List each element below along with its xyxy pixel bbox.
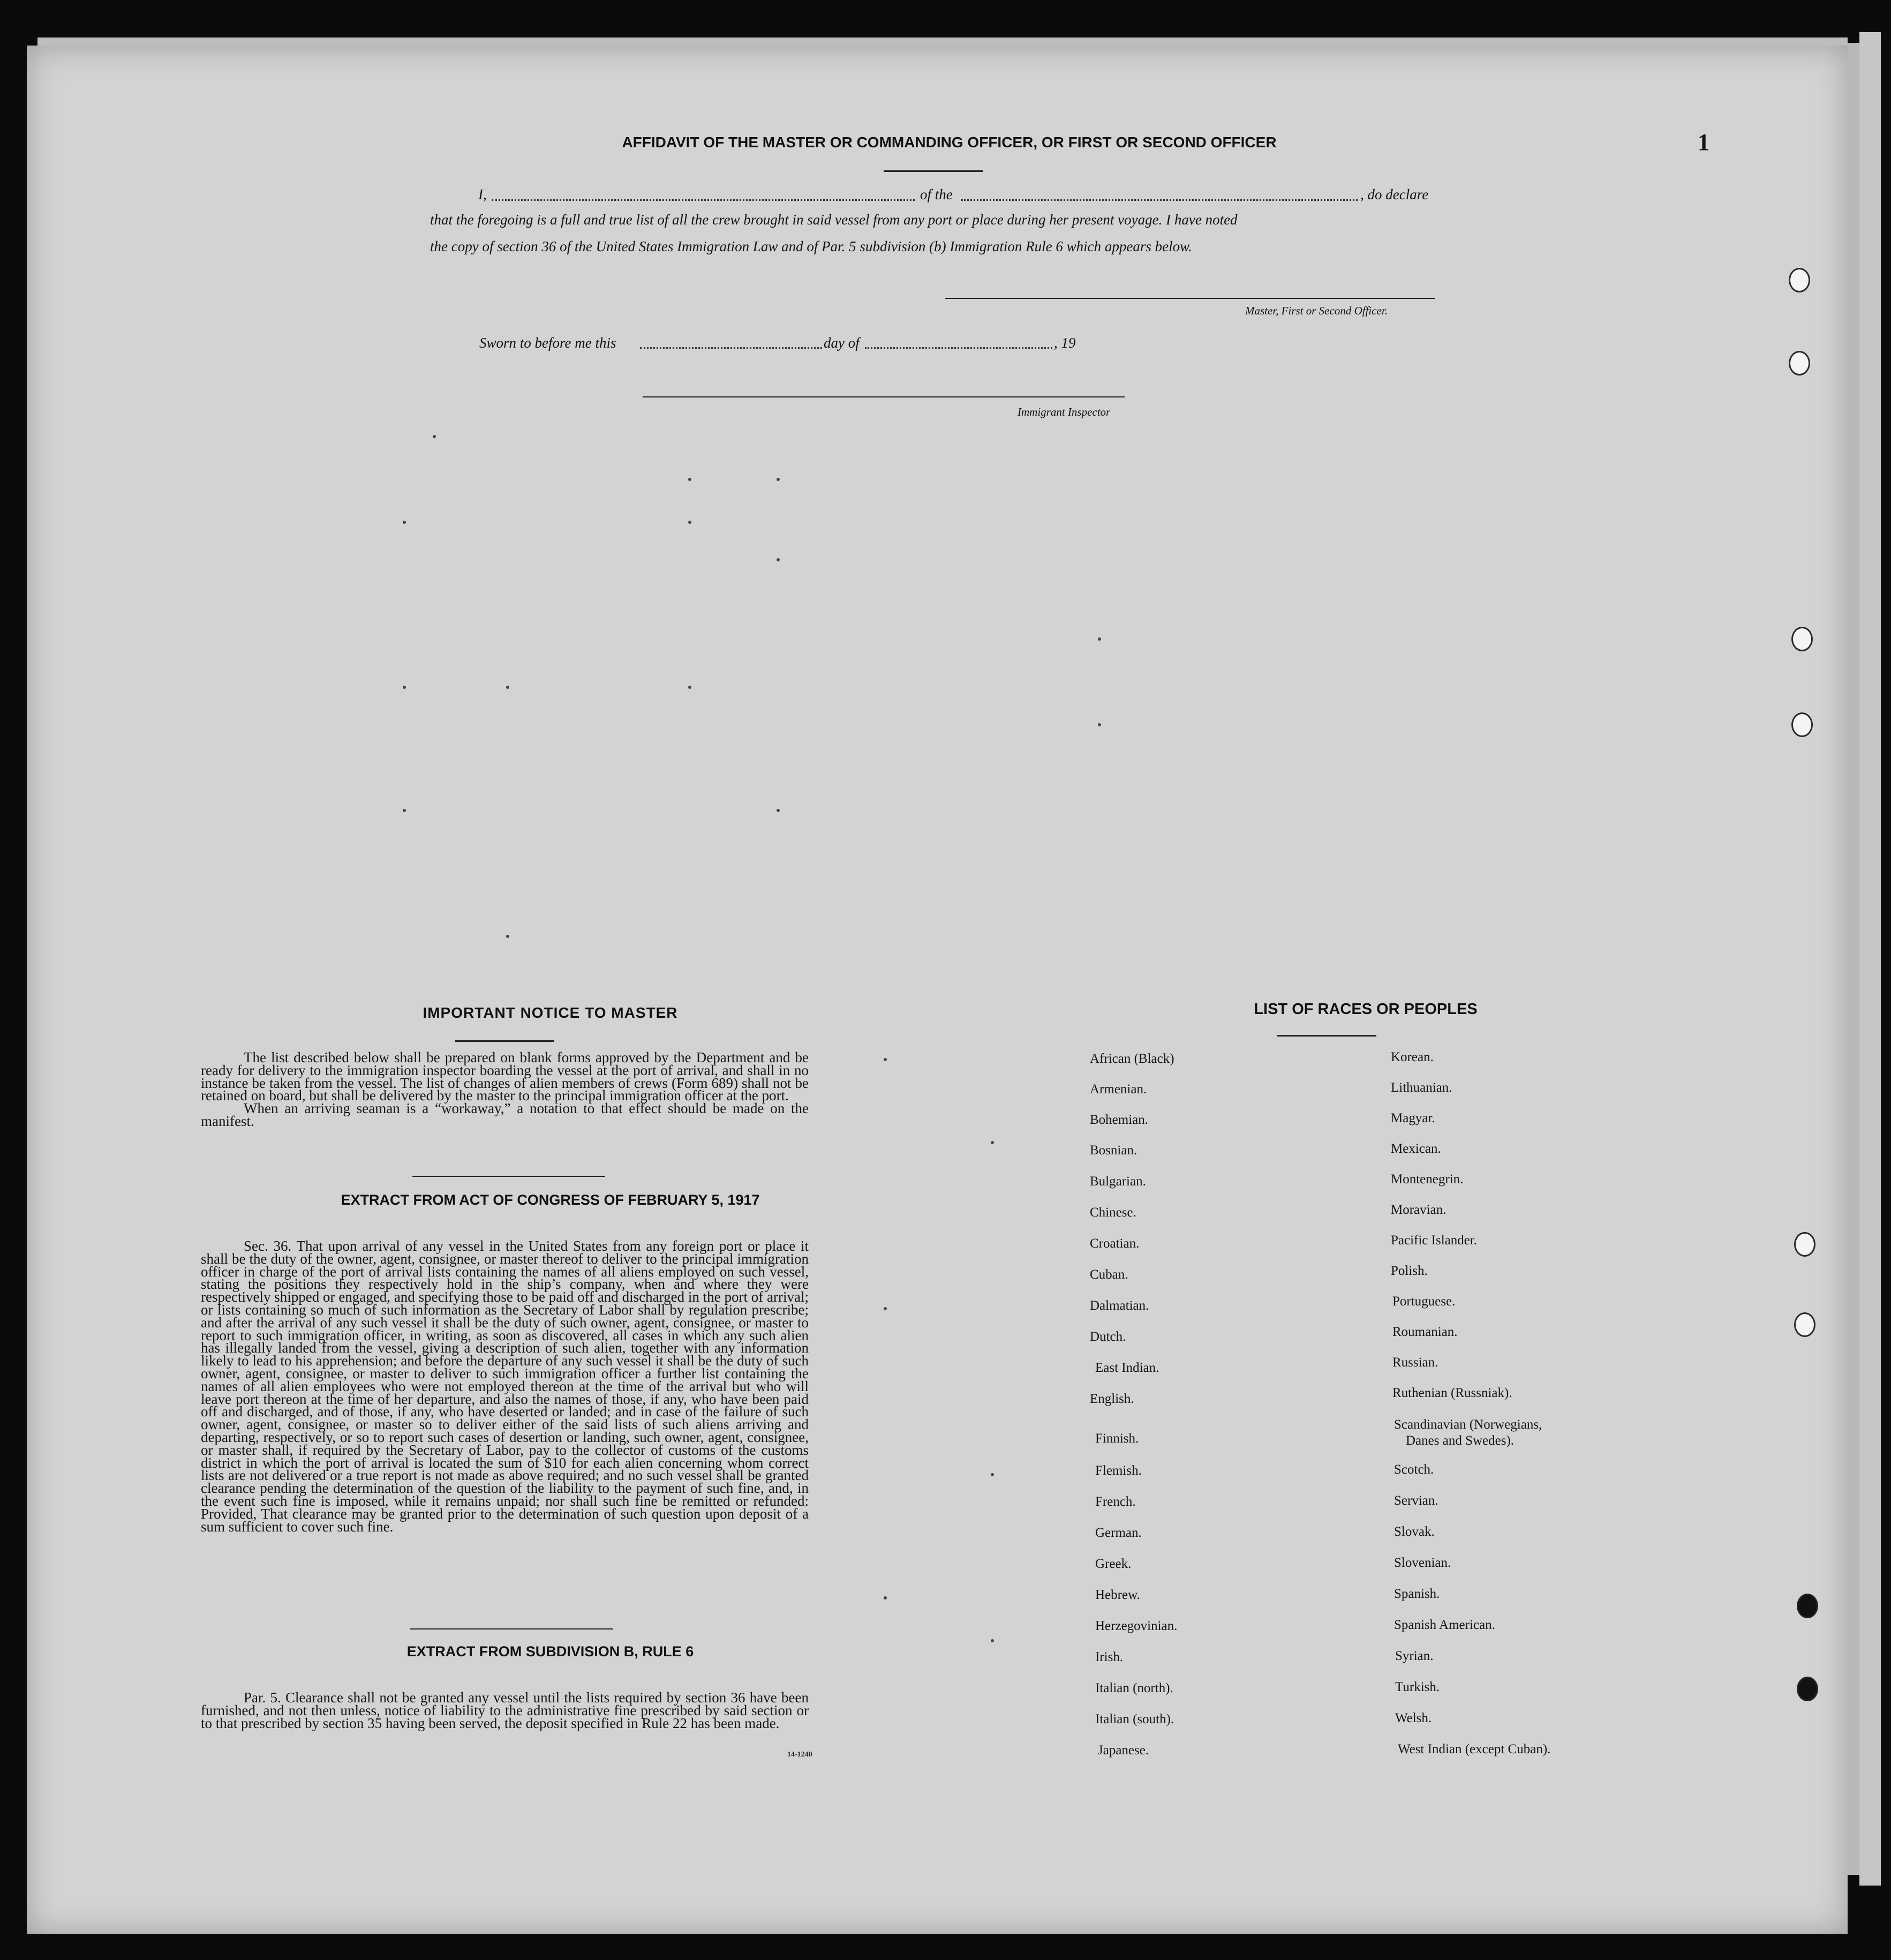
race-item: Montenegrin. bbox=[1391, 1172, 1464, 1186]
race-item: Bulgarian. bbox=[1090, 1174, 1146, 1189]
binder-hole bbox=[1789, 268, 1810, 292]
affidavit-title: AFFIDAVIT OF THE MASTER OR COMMANDING OFFICER, OR FIRST OR SECOND OFFICER bbox=[622, 134, 1277, 151]
extract-act-title: EXTRACT FROM ACT OF CONGRESS OF FEBRUARY 5, 1917 bbox=[341, 1192, 760, 1208]
inspector-label: Immigrant Inspector bbox=[1018, 405, 1111, 418]
race-item: Danes and Swedes). bbox=[1406, 1433, 1515, 1448]
race-item: Dutch. bbox=[1090, 1330, 1126, 1344]
race-item: Servian. bbox=[1394, 1493, 1438, 1508]
binder-hole bbox=[1794, 1312, 1815, 1337]
race-item: African (Black) bbox=[1090, 1052, 1174, 1066]
race-item: Greek. bbox=[1095, 1557, 1132, 1571]
race-item: Roumanian. bbox=[1392, 1325, 1458, 1339]
binder-hole bbox=[1789, 351, 1810, 376]
divider bbox=[455, 1040, 554, 1042]
divider bbox=[1277, 1035, 1376, 1037]
vessel-blank[interactable] bbox=[961, 199, 1358, 201]
race-item: Polish. bbox=[1391, 1264, 1428, 1278]
signature-label: Master, First or Second Officer. bbox=[1245, 304, 1388, 317]
race-item: Moravian. bbox=[1391, 1203, 1446, 1217]
binder-hole bbox=[1794, 1232, 1815, 1257]
extract-rule-title: EXTRACT FROM SUBDIVISION B, RULE 6 bbox=[406, 1643, 694, 1659]
affidavit-i-label: I, bbox=[478, 186, 487, 202]
race-item: Scotch. bbox=[1394, 1462, 1434, 1477]
race-item: Pacific Islander. bbox=[1391, 1233, 1478, 1248]
race-item: Syrian. bbox=[1395, 1649, 1434, 1663]
race-item: Dalmatian. bbox=[1090, 1298, 1149, 1313]
sworn-day-blank[interactable] bbox=[640, 347, 822, 349]
race-item: Herzegovinian. bbox=[1095, 1619, 1178, 1633]
race-item: Slovenian. bbox=[1394, 1556, 1451, 1570]
race-item: Turkish. bbox=[1395, 1680, 1440, 1694]
race-item: Finnish. bbox=[1095, 1431, 1139, 1446]
race-item: Cuban. bbox=[1090, 1267, 1128, 1282]
margin-mark: 1 bbox=[1698, 129, 1709, 155]
race-item: Mexican. bbox=[1391, 1142, 1441, 1156]
race-item: Armenian. bbox=[1090, 1082, 1147, 1097]
races-title: LIST OF RACES OR PEOPLES bbox=[1254, 1001, 1478, 1018]
page-right-edge bbox=[1848, 43, 1859, 1875]
section-36-text: Sec. 36. That upon arrival of any vessel in the United States from any foreign port or place it shall be the duty of the owner, agent, consignee, or master thereof to deliver to the principal immigration officer in charge of the port of arrival lists containing the names of all aliens employed on such vessel, stating the positions they respectively hold in the ship’s company, when and where they were respectively shipped or engaged, and specifying those to be paid off and discharged in the port of arrival; or lists containing so much of such information as the Secretary of Labor shall by regulation prescribe; and after the arrival of any such vessel it shall be the duty of such owner, agent, consignee, or master to report to such immigration officer, in writing, as soon as discovered, all cases in which any such alien has illegally landed from the vessel, giving a description of such alien, together with any information likely to lead to his apprehension; and before the departure of any such vessel it shall be the duty of such owner, agent, consignee, or master to deliver to such immigration officer a further list containing the names of all alien employees who were not employed thereon at the time of the arrival but who will leave port thereon at the time of her departure, and also the names of those, if any, who have been paid off and discharged, and of those, if any, who have deserted or landed; and in case of the failure of such owner, agent, consignee, or master so to deliver either of the said lists of such aliens arriving and departing, respectively, or so to report such cases of desertion or landing, such owner, agent, consignee, or master shall, if required by the Secretary of Labor, pay to the collector of customs of the customs district in which the port of arrival is located the sum of $10 for each alien concerning whom correct lists are not delivered or a true report is not made as above required; and no such vessel shall be granted clearance pending the determination of the question of the liability to the payment of such fine, and, in the event such fine is imposed, while it remains unpaid; nor shall such fine be remitted or refunded: Provided, That clearance may be granted prior to the determination of such question upon deposit of a sum sufficient to cover such fine. bbox=[201, 1238, 809, 1535]
race-item: Italian (south). bbox=[1095, 1712, 1174, 1726]
race-item: Japanese. bbox=[1098, 1743, 1149, 1758]
race-item: Bohemian. bbox=[1090, 1113, 1149, 1127]
binder-hole bbox=[1791, 712, 1813, 737]
race-item: West Indian (except Cuban). bbox=[1398, 1742, 1551, 1756]
sworn-month-blank[interactable] bbox=[865, 347, 1052, 349]
rule-6-text: Par. 5. Clearance shall not be granted any vessel until the lists required by section 36 have been furnished, and not then unless, notice of liability to the administrative fine prescribed by said section or to that prescribed by section 35 having been served, the deposit specified in Rule 22 has been made. bbox=[201, 1689, 809, 1731]
race-item: Croatian. bbox=[1090, 1236, 1140, 1251]
race-item: Italian (north). bbox=[1095, 1681, 1173, 1695]
race-item: Hebrew. bbox=[1095, 1588, 1140, 1602]
form-number: 14-1240 bbox=[787, 1751, 812, 1759]
race-item: Slovak. bbox=[1394, 1525, 1435, 1539]
race-item: English. bbox=[1090, 1392, 1134, 1406]
affidavit-declare-label: , do declare bbox=[1360, 186, 1429, 202]
race-item: Spanish American. bbox=[1394, 1618, 1495, 1632]
binding-strip bbox=[1859, 32, 1881, 1886]
affidavit-line3: the copy of section 36 of the United States Immigration Law and of Par. 5 subdivision (b) Immigration Rule 6 which appears below. bbox=[430, 238, 1192, 254]
divider bbox=[412, 1176, 605, 1177]
race-item: Chinese. bbox=[1090, 1205, 1136, 1220]
race-item: East Indian. bbox=[1095, 1361, 1159, 1375]
race-item: Ruthenian (Russniak). bbox=[1392, 1386, 1512, 1400]
race-item: German. bbox=[1095, 1526, 1142, 1540]
notice-title: IMPORTANT NOTICE TO MASTER bbox=[423, 1004, 678, 1021]
race-item: Bosnian. bbox=[1090, 1143, 1137, 1158]
binder-hole bbox=[1797, 1594, 1818, 1618]
extract-rule-text bbox=[201, 1689, 809, 1731]
sworn-label: Sworn to before me this bbox=[479, 335, 616, 351]
name-blank[interactable] bbox=[492, 199, 915, 201]
divider bbox=[884, 170, 983, 172]
extract-act-text bbox=[201, 1240, 809, 1533]
race-item: Magyar. bbox=[1391, 1111, 1435, 1125]
affidavit-line2: that the foregoing is a full and true list of all the crew brought in said vessel from any port or place during her present voyage. I have noted bbox=[430, 212, 1238, 228]
inspector-signature-line[interactable] bbox=[643, 396, 1125, 397]
affidavit-of-label: of the bbox=[920, 186, 953, 202]
race-item: Irish. bbox=[1095, 1650, 1124, 1664]
race-item: Spanish. bbox=[1394, 1587, 1440, 1601]
notice-paragraph: When an arriving seaman is a “workaway,” a notation to that effect should be made on the manifest. bbox=[201, 1100, 809, 1129]
notice-text bbox=[201, 1049, 809, 1129]
binder-hole bbox=[1797, 1677, 1818, 1701]
race-item: Lithuanian. bbox=[1391, 1080, 1452, 1095]
sworn-day-label: day of bbox=[824, 335, 860, 351]
binder-hole bbox=[1791, 627, 1813, 651]
race-item: French. bbox=[1095, 1495, 1136, 1509]
race-item: Scandinavian (Norwegians, bbox=[1394, 1417, 1542, 1432]
notice-paragraph: The list described below shall be prepared on blank forms approved by the Department and be ready for delivery to the immigration inspector boarding the vessel at the port of arrival, and shall in no instance be taken from the vessel. The list of changes of alien members of crews (Form 689) shall not be retained on board, but shall be delivered by the master to the principal immigration officer at the port. bbox=[201, 1049, 809, 1104]
sworn-year-label: , 19 bbox=[1054, 335, 1076, 351]
race-item: Welsh. bbox=[1395, 1711, 1432, 1725]
race-item: Korean. bbox=[1391, 1050, 1434, 1064]
race-item: Portuguese. bbox=[1392, 1294, 1456, 1309]
signature-line[interactable] bbox=[945, 298, 1435, 299]
divider bbox=[410, 1628, 613, 1629]
race-item: Russian. bbox=[1392, 1355, 1438, 1370]
race-item: Flemish. bbox=[1095, 1463, 1142, 1478]
